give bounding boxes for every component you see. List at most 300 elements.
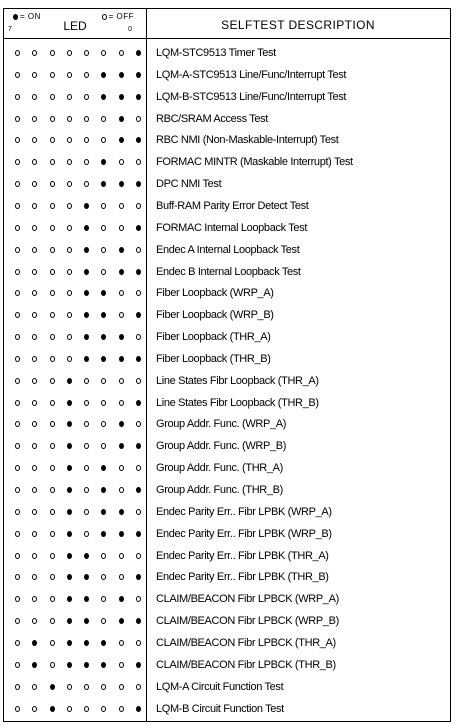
led-on-icon: [84, 312, 89, 318]
led-off-icon: [136, 465, 141, 471]
led-pattern: [15, 566, 141, 588]
led-on-icon: [136, 574, 141, 580]
led-pattern: [15, 479, 141, 501]
led-off-icon: [136, 553, 141, 559]
led-off-icon: [32, 706, 37, 712]
led-on-icon: [136, 181, 141, 187]
led-pattern: [15, 348, 141, 370]
led-on-icon: [136, 137, 141, 143]
led-off-icon: [50, 465, 55, 471]
led-pattern: [15, 435, 141, 457]
led-off-icon: [119, 574, 124, 580]
led-off-icon: [50, 356, 55, 362]
led-on-icon: [136, 487, 141, 493]
selftest-description: CLAIM/BEACON Fibr LPBCK (THR_B): [156, 658, 336, 671]
led-on-icon: [101, 531, 106, 537]
led-off-icon: [101, 553, 106, 559]
led-off-icon: [32, 465, 37, 471]
led-off-icon: [136, 509, 141, 515]
led-off-icon: [119, 159, 124, 165]
table-row: [4, 610, 450, 632]
led-on-icon: [84, 356, 89, 362]
led-off-icon: [67, 312, 72, 318]
selftest-description: CLAIM/BEACON Fibr LPBCK (WRP_A): [156, 593, 339, 606]
led-off-icon: [101, 421, 106, 427]
led-off-icon: [15, 596, 20, 602]
led-off-icon: [15, 706, 20, 712]
led-on-icon: [67, 618, 72, 624]
led-off-icon: [84, 159, 89, 165]
led-off-icon: [119, 684, 124, 690]
led-on-icon: [84, 640, 89, 646]
selftest-description: Endec B Internal Loopback Test: [156, 265, 301, 278]
led-off-icon: [119, 378, 124, 384]
table-row: [4, 676, 450, 698]
led-on-icon: [84, 225, 89, 231]
led-off-icon: [15, 290, 20, 296]
led-on-icon: [32, 662, 37, 668]
description-column-title: SELFTEST DESCRIPTION: [221, 18, 375, 32]
led-off-icon: [32, 159, 37, 165]
led-off-icon: [32, 334, 37, 340]
led-on-icon: [67, 487, 72, 493]
led-off-icon: [84, 400, 89, 406]
table-row: [4, 545, 450, 567]
selftest-description: LQM-A Circuit Function Test: [156, 680, 284, 693]
led-off-icon: [119, 465, 124, 471]
led-off-icon: [136, 203, 141, 209]
table-row: [4, 413, 450, 435]
led-pattern: [15, 545, 141, 567]
led-off-icon: [50, 443, 55, 449]
led-on-icon: [136, 72, 141, 78]
led-off-icon: [67, 684, 72, 690]
led-on-icon: [119, 443, 124, 449]
table-row: [4, 282, 450, 304]
led-off-icon: [67, 247, 72, 253]
table-row: [4, 151, 450, 173]
led-on-icon: [67, 378, 72, 384]
led-off-icon: [67, 181, 72, 187]
table-row: [4, 632, 450, 654]
led-off-icon: [67, 116, 72, 122]
led-pattern: [15, 195, 141, 217]
led-off-icon: [15, 203, 20, 209]
selftest-description: RBC NMI (Non-Maskable-Interrupt) Test: [156, 134, 339, 147]
led-off-icon: [101, 137, 106, 143]
led-off-icon: [15, 269, 20, 275]
led-off-icon: [84, 465, 89, 471]
led-on-icon: [119, 269, 124, 275]
led-off-icon: [136, 421, 141, 427]
led-off-icon: [15, 684, 20, 690]
led-off-icon: [15, 94, 20, 100]
led-off-icon: [84, 50, 89, 56]
led-off-icon: [119, 487, 124, 493]
led-on-icon: [101, 72, 106, 78]
table-row: [4, 239, 450, 261]
led-off-icon: [119, 290, 124, 296]
led-off-icon: [67, 137, 72, 143]
led-on-icon: [136, 443, 141, 449]
led-on-icon: [119, 72, 124, 78]
led-on-icon: [32, 640, 37, 646]
led-off-icon: [32, 509, 37, 515]
selftest-description: Group Addr. Func. (THR_A): [156, 462, 283, 475]
led-off-icon: [119, 640, 124, 646]
led-off-icon: [32, 356, 37, 362]
led-off-icon: [32, 269, 37, 275]
led-off-icon: [32, 443, 37, 449]
led-on-icon: [67, 574, 72, 580]
led-off-icon: [32, 574, 37, 580]
led-off-icon: [119, 662, 124, 668]
led-on-icon: [101, 487, 106, 493]
selftest-description: Fiber Loopback (WRP_A): [156, 287, 274, 300]
selftest-description: Fiber Loopback (THR_A): [156, 331, 271, 344]
led-off-icon: [32, 290, 37, 296]
table-row: [4, 457, 450, 479]
led-off-icon: [67, 72, 72, 78]
led-off-icon: [84, 487, 89, 493]
led-on-icon: [101, 312, 106, 318]
led-off-icon: [15, 400, 20, 406]
table-row: [4, 173, 450, 195]
led-on-icon: [84, 574, 89, 580]
led-on-icon: [119, 247, 124, 253]
table-row: [4, 523, 450, 545]
led-off-icon: [50, 531, 55, 537]
led-pattern: [15, 632, 141, 654]
selftest-description: Group Addr. Func. (WRP_A): [156, 418, 287, 431]
led-off-icon: [32, 137, 37, 143]
legend-on-label: = ON: [20, 12, 41, 21]
led-on-icon: [119, 137, 124, 143]
table-row: [4, 370, 450, 392]
led-on-icon: [67, 465, 72, 471]
bit-low-label: 0: [128, 26, 132, 33]
led-off-icon: [101, 247, 106, 253]
led-off-icon: [67, 203, 72, 209]
led-on-icon: [50, 706, 55, 712]
bit-high-label: 7: [8, 26, 12, 33]
led-on-icon: [67, 662, 72, 668]
led-on-icon: [67, 509, 72, 515]
led-off-icon: [101, 203, 106, 209]
led-pattern: [15, 610, 141, 632]
led-off-icon: [101, 443, 106, 449]
led-off-icon: [67, 334, 72, 340]
led-on-icon: [67, 443, 72, 449]
led-off-icon: [84, 378, 89, 384]
led-off-icon: [32, 400, 37, 406]
selftest-description: DPC NMI Test: [156, 178, 222, 191]
led-on-icon: [136, 312, 141, 318]
selftest-description: Endec Parity Err.. Fibr LPBK (THR_B): [156, 571, 329, 584]
led-on-icon: [67, 400, 72, 406]
led-pattern: [15, 698, 141, 720]
led-on-icon: [67, 640, 72, 646]
led-off-icon: [50, 596, 55, 602]
led-off-icon: [84, 684, 89, 690]
table-row: [4, 64, 450, 86]
led-off-icon: [32, 94, 37, 100]
led-on-icon: [84, 334, 89, 340]
led-pattern: [15, 42, 141, 64]
led-on-icon: [101, 465, 106, 471]
led-off-icon: [15, 443, 20, 449]
led-off-icon: [119, 225, 124, 231]
led-off-icon: [67, 159, 72, 165]
led-pattern: [15, 457, 141, 479]
led-on-icon: [101, 509, 106, 515]
led-off-icon: [119, 50, 124, 56]
led-on-icon: [101, 181, 106, 187]
led-off-icon: [50, 290, 55, 296]
selftest-description: Endec A Internal Loopback Test: [156, 243, 300, 256]
led-off-icon: [50, 203, 55, 209]
led-on-icon: [119, 596, 124, 602]
selftest-description: Group Addr. Func. (WRP_B): [156, 440, 287, 453]
selftest-description: Buff-RAM Parity Error Detect Test: [156, 199, 309, 212]
selftest-description: Endec Parity Err.. Fibr LPBK (THR_A): [156, 549, 329, 562]
led-off-icon: [15, 225, 20, 231]
led-on-icon: [67, 421, 72, 427]
led-off-icon: [32, 553, 37, 559]
led-off-icon: [15, 116, 20, 122]
led-off-icon: [32, 531, 37, 537]
led-off-icon: [136, 159, 141, 165]
selftest-table: [3, 8, 451, 722]
led-on-icon: [84, 247, 89, 253]
led-off-icon: [101, 596, 106, 602]
table-row: [4, 86, 450, 108]
led-off-icon: [15, 421, 20, 427]
led-off-icon: [15, 574, 20, 580]
selftest-description: Group Addr. Func. (THR_B): [156, 484, 283, 496]
led-off-icon: [32, 378, 37, 384]
led-on-icon: [101, 94, 106, 100]
legend-off-label: = OFF: [108, 12, 134, 21]
led-on-icon: [119, 94, 124, 100]
led-off-icon: [84, 706, 89, 712]
led-off-icon: [67, 706, 72, 712]
selftest-description: Endec Parity Err.. Fibr LPBK (WRP_A): [156, 505, 332, 518]
selftest-description: Line States Fibr Loopback (THR_B): [156, 396, 319, 409]
table-row: [4, 108, 450, 130]
led-off-icon: [119, 400, 124, 406]
led-pattern: [15, 392, 141, 414]
table-row: [4, 195, 450, 217]
led-on-icon: [119, 356, 124, 362]
led-off-icon: [84, 181, 89, 187]
led-off-icon: [84, 421, 89, 427]
table-row: [4, 348, 450, 370]
led-off-icon: [32, 421, 37, 427]
selftest-description: CLAIM/BEACON Fibr LPBCK (THR_A): [156, 636, 336, 649]
led-off-icon: [101, 618, 106, 624]
led-off-icon: [50, 225, 55, 231]
led-off-icon: [15, 553, 20, 559]
led-on-icon: [101, 662, 106, 668]
selftest-description: LQM-B Circuit Function Test: [156, 702, 284, 715]
table-row: [4, 304, 450, 326]
led-on-icon: [84, 618, 89, 624]
led-on-icon: [136, 706, 141, 712]
led-on-icon: [67, 596, 72, 602]
led-on-icon: [119, 618, 124, 624]
led-off-icon: [32, 72, 37, 78]
led-off-icon: [32, 312, 37, 318]
led-off-icon: [50, 509, 55, 515]
led-off-icon: [50, 137, 55, 143]
led-off-icon: [50, 159, 55, 165]
led-pattern: [15, 282, 141, 304]
table-row: [4, 698, 450, 720]
led-off-icon: [50, 421, 55, 427]
led-on-icon: [84, 662, 89, 668]
led-off-icon: [136, 116, 141, 122]
led-off-icon: [119, 706, 124, 712]
led-on-icon: [101, 334, 106, 340]
led-off-icon: [84, 116, 89, 122]
led-off-icon: [50, 574, 55, 580]
led-off-icon: [136, 640, 141, 646]
led-off-icon: [101, 684, 106, 690]
led-off-icon: [50, 487, 55, 493]
led-pattern: [15, 413, 141, 435]
led-off-icon: [101, 400, 106, 406]
led-off-icon: [136, 334, 141, 340]
table-row: [4, 501, 450, 523]
led-pattern: [15, 523, 141, 545]
led-off-icon: [136, 247, 141, 253]
led-off-icon: [32, 116, 37, 122]
selftest-description: FORMAC MINTR (Maskable Interrupt) Test: [156, 156, 353, 169]
led-pattern: [15, 108, 141, 130]
led-pattern: [15, 261, 141, 283]
table-row: [4, 129, 450, 151]
selftest-description: Fiber Loopback (WRP_B): [156, 309, 274, 322]
led-on-icon: [119, 531, 124, 537]
led-on-icon: [136, 94, 141, 100]
led-off-icon: [136, 378, 141, 384]
led-off-icon: [15, 334, 20, 340]
led-on-icon: [119, 116, 124, 122]
led-off-icon: [50, 269, 55, 275]
led-off-icon: [50, 400, 55, 406]
led-off-icon: [67, 225, 72, 231]
led-off-icon: [15, 531, 20, 537]
led-off-icon: [67, 290, 72, 296]
led-off-icon: [101, 225, 106, 231]
led-on-icon: [84, 553, 89, 559]
led-on-icon: [101, 159, 106, 165]
led-off-icon: [101, 574, 106, 580]
led-off-icon: [32, 618, 37, 624]
led-on-icon: [136, 662, 141, 668]
selftest-description: LQM-B-STC9513 Line/Func/Interrupt Test: [156, 90, 347, 103]
led-off-icon: [84, 509, 89, 515]
led-on-icon: [84, 269, 89, 275]
led-off-icon: [50, 72, 55, 78]
led-on-icon: [119, 509, 124, 515]
table-row: [4, 654, 450, 676]
selftest-description: Endec Parity Err.. Fibr LPBK (WRP_B): [156, 527, 332, 540]
led-pattern: [15, 588, 141, 610]
led-off-icon: [32, 203, 37, 209]
led-off-icon: [50, 181, 55, 187]
led-off-icon: [50, 618, 55, 624]
led-off-icon: [50, 334, 55, 340]
led-off-icon: [67, 269, 72, 275]
led-off-icon: [50, 312, 55, 318]
led-off-icon: [84, 531, 89, 537]
led-off-icon: [84, 443, 89, 449]
led-off-icon: [67, 356, 72, 362]
selftest-description: LQM-STC9513 Timer Test: [156, 47, 276, 59]
table-row: [4, 435, 450, 457]
led-off-icon: [67, 50, 72, 56]
led-off-icon: [32, 181, 37, 187]
led-off-icon: [15, 640, 20, 646]
led-on-icon: [84, 290, 89, 296]
led-off-icon: [32, 50, 37, 56]
led-on-icon: [50, 684, 55, 690]
led-on-icon: [136, 225, 141, 231]
led-off-icon: [50, 553, 55, 559]
led-off-icon: [15, 378, 20, 384]
led-off-icon: [15, 247, 20, 253]
led-pattern: [15, 239, 141, 261]
led-off-icon: [32, 247, 37, 253]
led-pattern: [15, 676, 141, 698]
table-row: [4, 479, 450, 501]
led-off-icon: [101, 269, 106, 275]
led-off-icon: [84, 137, 89, 143]
table-row: [4, 326, 450, 348]
led-pattern: [15, 151, 141, 173]
led-off-icon: [15, 137, 20, 143]
led-on-icon: [136, 531, 141, 537]
led-pattern: [15, 173, 141, 195]
led-off-icon: [84, 94, 89, 100]
led-pattern: [15, 304, 141, 326]
led-off-icon: [67, 94, 72, 100]
led-off-icon: [15, 509, 20, 515]
led-pattern: [15, 654, 141, 676]
led-on-icon: [136, 356, 141, 362]
selftest-description: LQM-A-STC9513 Line/Func/Interrupt Test: [156, 68, 347, 81]
selftest-description: RBC/SRAM Access Test: [156, 112, 268, 125]
led-pattern: [15, 326, 141, 348]
led-on-icon: [136, 618, 141, 624]
led-off-icon: [32, 596, 37, 602]
table-row: [4, 261, 450, 283]
led-off-icon: [15, 312, 20, 318]
led-off-icon: [50, 378, 55, 384]
led-off-icon: [50, 662, 55, 668]
led-off-icon: [15, 662, 20, 668]
led-off-icon: [136, 596, 141, 602]
led-off-icon: [32, 487, 37, 493]
led-on-icon: [119, 334, 124, 340]
led-off-icon: [119, 312, 124, 318]
led-off-icon: [32, 225, 37, 231]
led-on-icon: [119, 421, 124, 427]
table-row: [4, 217, 450, 239]
led-off-icon: [101, 50, 106, 56]
